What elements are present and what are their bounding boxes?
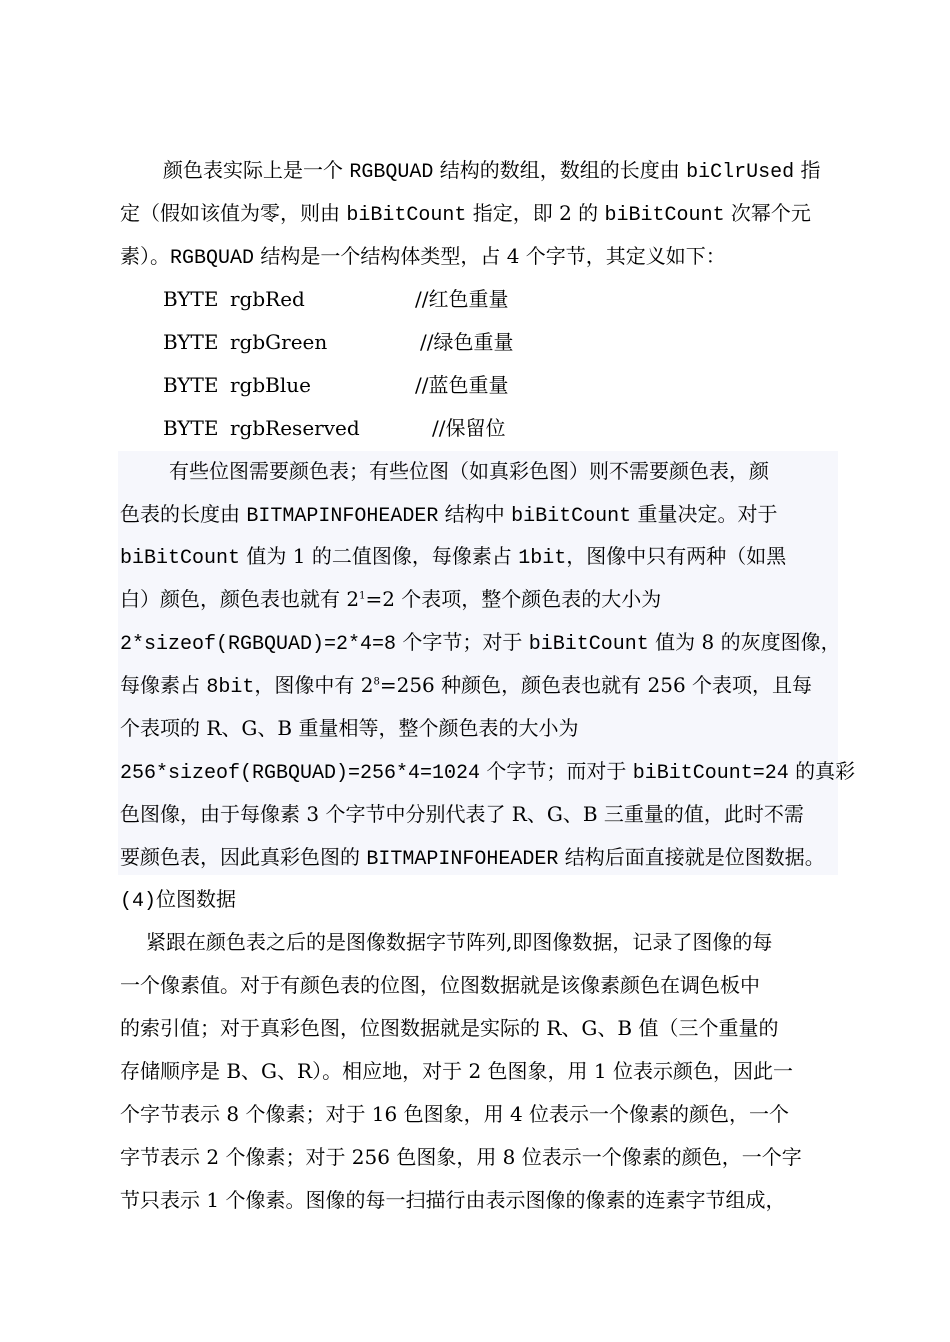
text-run: 色图像，由于每像素 3 个字节中分别代表了 R、G、B 三重量的值，此时不需 [120,802,804,826]
p2-line-5 [120,627,841,660]
superscript: 8 [373,676,380,688]
p2-line-7 [120,713,578,743]
text-run: 要颜色表，因此真彩色图的 [120,845,367,869]
code-text: (4) [120,890,157,913]
code-comment-4: //保留位 [432,416,506,440]
code-comment-3: //蓝色重量 [415,373,509,397]
p3-line-1 [146,927,772,957]
code-text: biClrUsed [686,161,795,184]
code-text: 1bit [518,547,567,570]
p2-line-3 [120,541,786,574]
code-text: biBitCount [604,204,725,227]
code-comment-1: //红色重量 [415,287,509,311]
text-run: =2 个表项，整个颜色表的大小为 [365,587,662,611]
p3-line-3 [120,1013,778,1043]
text-run: 指 [794,158,821,182]
text-run: 结构后面直接就是位图数据。 [558,845,825,869]
code-type-1: BYTE [163,287,219,311]
p1-line-2 [120,198,811,231]
p3-line-6 [120,1142,802,1172]
text-run: 素）。 [120,244,170,268]
text-run: 次幂个元 [724,201,811,225]
text-run: 有些位图需要颜色表；有些位图（如真彩色图）则不需要颜色表，颜 [169,459,769,483]
p2-line-10 [120,842,825,875]
code-text: BITMAPINFOHEADER [246,505,439,528]
text-run: 重量决定。对于 [631,502,778,526]
text-run: 的索引值；对于真彩色图，位图数据就是实际的 R、G、B 值（三个重量的 [120,1016,779,1040]
text-run: 字节表示 2 个像素；对于 256 色图象，用 8 位表示一个像素的颜色，一个字 [120,1145,802,1169]
text-run: 指定，即 2 的 [466,201,605,225]
p2-line-8 [120,756,855,789]
text-run: 白）颜色，颜色表也就有 2 [120,587,360,611]
code-text: biBitCount [511,505,632,528]
code-name-1: rgbRed [230,287,305,311]
text-run: 的真彩 [788,759,856,783]
p3-line-4 [120,1056,793,1086]
text-run: 结构是一个结构体类型，占 4 个字节，其定义如下： [254,244,726,268]
text-run: 存储顺序是 B、G、R）。相应地，对于 2 色图象，用 1 位表示颜色，因此一 [120,1059,793,1083]
text-run: 结构中 [438,502,512,526]
code-text: biBitCount [120,547,241,570]
text-run: 个字节表示 8 个像素；对于 16 色图象，用 4 位表示一个像素的颜色，一个 [120,1102,790,1126]
p3-line-5 [120,1099,789,1129]
code-text: 256*sizeof(RGBQUAD)=256*4=1024 [120,762,481,785]
text-run: 结构的数组，数组的长度由 [433,158,687,182]
p2-line-9 [120,799,804,829]
text-run: 一个像素值。对于有颜色表的位图，位图数据就是该像素颜色在调色板中 [120,973,760,997]
text-run: 定（假如该值为零，则由 [120,201,347,225]
text-run: ，图像中只有两种（如黑 [566,544,787,568]
text-run: 颜色表实际上是一个 [163,158,350,182]
code-text: biBitCount [346,204,467,227]
text-run: 个字节；对于 [396,630,529,654]
text-run: 值为 1 的二值图像，每像素占 [240,544,519,568]
text-run: 位图数据 [156,887,237,911]
code-type-3: BYTE [163,373,219,397]
p1-line-1 [163,155,820,188]
code-name-4: rgbReserved [230,416,360,440]
superscript: 1 [359,590,366,602]
code-text: RGBQUAD [170,247,255,270]
p3-line-2 [120,970,760,1000]
code-text: 2*sizeof(RGBQUAD)=2*4=8 [120,633,397,656]
code-text: biBitCount=24 [632,762,789,785]
text-run: 节只表示 1 个像素。图像的每一扫描行由表示图像的像素的连素字节组成， [120,1188,786,1212]
p3-line-7 [120,1185,785,1215]
code-text: biBitCount [528,633,649,656]
code-comment-2: //绿色重量 [420,330,514,354]
text-run: =256 种颜色，颜色表也就有 256 个表项，且每 [379,673,813,697]
text-run: ，图像中有 2 [254,673,374,697]
code-text: RGBQUAD [349,161,434,184]
code-name-3: rgbBlue [230,373,311,397]
text-run: 紧跟在颜色表之后的是图像数据字节阵列,即图像数据，记录了图像的每 [146,930,773,954]
text-run: 个字节；而对于 [480,759,633,783]
p1-line-3 [120,241,726,274]
code-type-2: BYTE [163,330,219,354]
section-heading [120,884,236,917]
p2-line-1 [169,456,769,486]
text-run: 值为 8 的灰度图像， [648,630,841,654]
p2-line-6 [120,670,812,703]
code-type-4: BYTE [163,416,219,440]
text-run: 个表项的 R、G、B 重量相等，整个颜色表的大小为 [120,716,579,740]
p2-line-4 [120,584,661,614]
code-text: BITMAPINFOHEADER [366,848,559,871]
code-name-2: rgbGreen [230,330,328,354]
code-text: 8bit [206,676,255,699]
p2-line-2 [120,499,778,532]
text-run: 色表的长度由 [120,502,247,526]
text-run: 每像素占 [120,673,207,697]
